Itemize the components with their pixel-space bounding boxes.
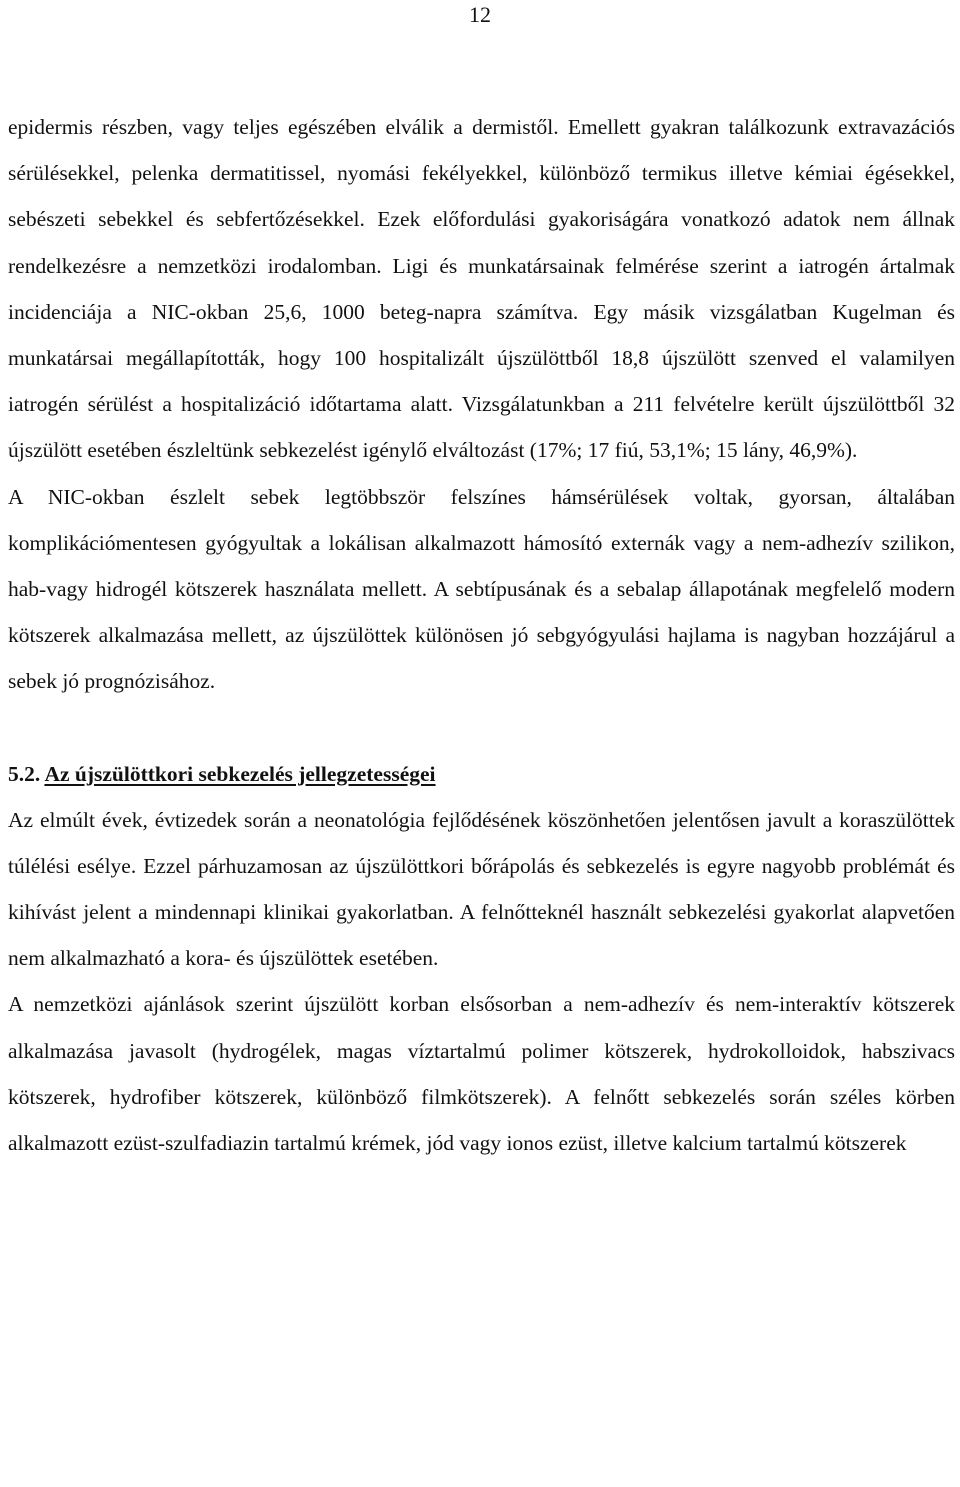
document-body (8, 104, 955, 1166)
paragraph-iatrogenic-injuries: epidermis részben, vagy teljes egészében elválik a dermistől. Emellett gyakran találkozunk extravazációs sérülésekkel, pelenka dermatitissel, nyomási fekélyekkel, különböző termikus illetve kémiai égésekkel, sebészeti sebekkel és sebfertőzésekkel. Ezek előfordulási gyakoriságára vonatkozó adatok nem állnak rendelkezésre a nemzetközi irodalomban. Ligi és munkatársainak felmérése szerint a iatrogén ártalmak incidenciája a NIC-okban 25,6, 1000 beteg-napra számítva. Egy másik vizsgálatban Kugelman és munkatársai megállapították, hogy 100 hospitalizált újszülöttből 18,8 újszülött szenved el valamilyen iatrogén sérülést a hospitalizáció időtartama alatt. Vizsgálatunkban a 211 felvételre került újszülöttből 32 újszülött esetében észleltünk sebkezelést igénylő elváltozást (17%; 17 fiú, 53,1%; 15 lány, 46,9%). (8, 115, 955, 463)
section-number: 5.2. (8, 761, 41, 786)
paragraph-nic-wounds: A NIC-okban észlelt sebek legtöbbször felszínes hámsérülések voltak, gyorsan, általában komplikációmentesen gyógyultak a lokálisan alkalmazott hámosító externák vagy a nem-adhezív szilikon, hab-vagy hidrogél kötszerek használata mellett. A sebtípusának és a sebalap állapotának megfelelő modern kötszerek alkalmazása mellett, az újszülöttek különösen jó sebgyógyulási hajlama is nagyban hozzájárul a sebek jó prognózisához. (8, 484, 955, 694)
section-title: Az újszülöttkori sebkezelés jellegzetességei (44, 761, 436, 786)
section-heading (8, 751, 955, 797)
page-number: 12 (469, 2, 491, 27)
paragraph-neonatal-care: Az elmúlt évek, évtizedek során a neonatológia fejlődésének köszönhetően jelentősen javult a koraszülöttek túlélési esélye. Ezzel párhuzamosan az újszülöttkori bőrápolás és sebkezelés is egyre nagyobb problémát és kihívást jelent a mindennapi klinikai gyakorlatban. A felnőtteknél használt sebkezelési gyakorlat alapvetően nem alkalmazható a kora- és újszülöttek esetében. (8, 807, 955, 971)
paragraph-recommendations: A nemzetközi ajánlások szerint újszülött korban elsősorban a nem-adhezív és nem-interaktív kötszerek alkalmazása javasolt (hydrogélek, magas víztartalmú polimer kötszerek, hydrokolloidok, habszivacs kötszerek, hydrofiber kötszerek, különböző filmkötszerek). A felnőtt sebkezelés során széles körben alkalmazott ezüst-szulfadiazin tartalmú krémek, jód vagy ionos ezüst, illetve kalcium tartalmú kötszerek (8, 992, 955, 1156)
